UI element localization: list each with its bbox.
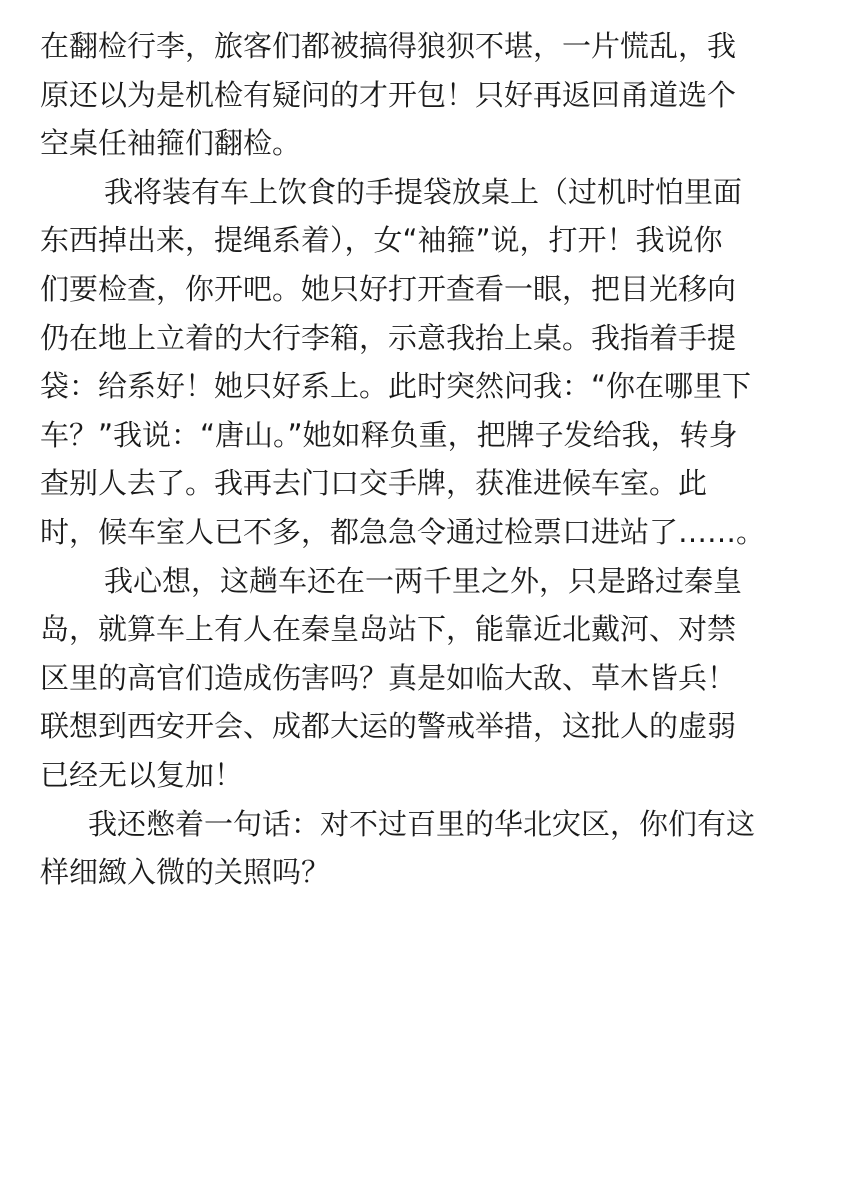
text-line: 样细緻入微的关照吗？: [40, 855, 331, 890]
text-line: 区里的高官们造成伤害吗？真是如临大敌、草木皆兵！: [40, 660, 737, 695]
body-text: [40, 22, 820, 897]
paragraph-start-line: 我将装有车上饮食的手提袋放桌上（过机时怕里面: [104, 174, 743, 209]
text-line: 查别人去了。我再去门口交手牌，获准进候车室。此: [40, 466, 708, 501]
paragraph-start-line: 我还憋着一句话：对不过百里的华北灾区，你们有这: [88, 806, 756, 841]
paragraph-start-line: 我心想，这趟车还在一两千里之外，只是路过秦皇: [104, 563, 743, 598]
text-line: 们要检查，你开吧。她只好打开查看一眼，把目光移向: [40, 271, 737, 306]
text-line: 仍在地上立着的大行李箱，示意我抬上桌。我指着手提: [40, 320, 737, 355]
text-line: 在翻检行李，旅客们都被搞得狼狈不堪，一片慌乱，我: [40, 29, 737, 63]
text-line: 空桌任袖箍们翻检。: [40, 126, 302, 161]
text-line: 时，候车室人已不多，都急急令通过检票口进站了……。: [40, 514, 766, 549]
text-line: 联想到西安开会、成都大运的警戒举措，这批人的虚弱: [40, 709, 737, 744]
text-line: 车？”我说：“唐山。”她如释负重，把牌子发给我，转身: [40, 417, 738, 452]
text-line: 原还以为是机检有疑问的才开包！只好再返回甬道选个: [40, 77, 737, 112]
text-line: 已经无以复加！: [40, 757, 244, 792]
text-line: 岛，就算车上有人在秦皇岛站下，能靠近北戴河、对禁: [40, 612, 737, 647]
text-line: 东西掉出来，提绳系着），女“袖箍”说，打开！我说你: [40, 223, 723, 258]
text-line: 袋：给系好！她只好系上。此时突然问我：“你在哪里下: [40, 369, 752, 404]
